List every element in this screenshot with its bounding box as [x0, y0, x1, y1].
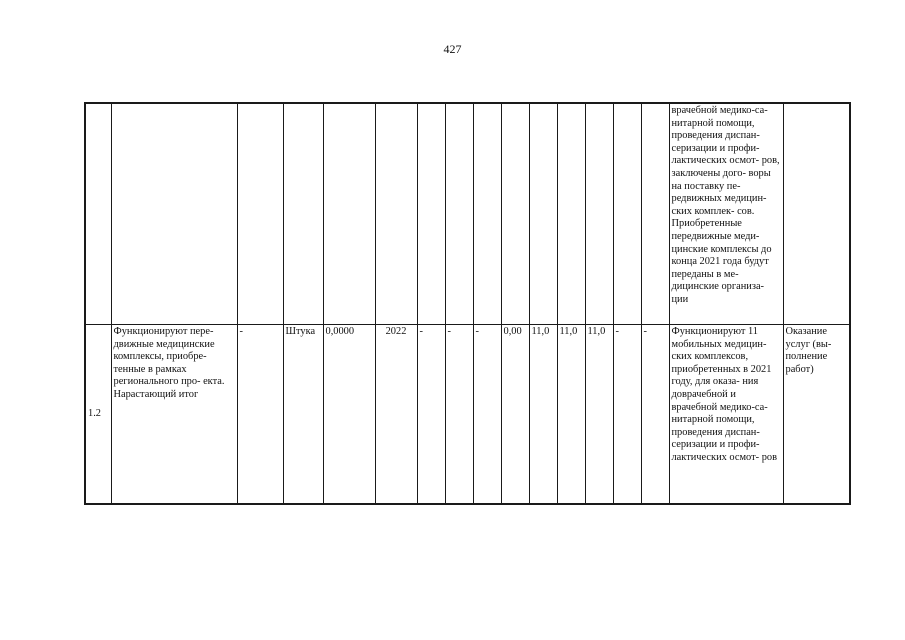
row-unit-cell: Штука — [283, 325, 323, 505]
row-value-cell — [501, 103, 529, 325]
row-value-cell — [445, 103, 473, 325]
row-value-cell: 11,0 — [585, 325, 613, 505]
row-value-cell: - — [417, 325, 445, 505]
row-number-cell — [85, 103, 111, 325]
row-type-cell: Оказание услуг (вы- полнение работ) — [783, 325, 850, 505]
row-value-cell: 0,00 — [501, 325, 529, 505]
row-value-cell: - — [613, 325, 641, 505]
row-unit-cell — [283, 103, 323, 325]
row-value-cell — [641, 103, 669, 325]
row-value-cell: - — [445, 325, 473, 505]
document-table — [84, 102, 851, 505]
row-name-cell — [111, 103, 237, 325]
row-cell — [237, 103, 283, 325]
row-value-cell — [613, 103, 641, 325]
row-base-value-cell — [323, 103, 375, 325]
row-value-cell — [585, 103, 613, 325]
row-value-cell — [557, 103, 585, 325]
page-number: 427 — [443, 42, 462, 56]
row-value-cell: - — [641, 325, 669, 505]
table-row — [85, 103, 850, 325]
row-base-value-cell: 0,0000 — [323, 325, 375, 505]
row-type-cell — [783, 103, 850, 325]
table-row — [85, 325, 850, 505]
row-value-cell: 11,0 — [529, 325, 557, 505]
row-description-cell: врачебной медико-са- нитарной помощи, проведения диспан- серизации и профи- лактических осмот- ров, заключены дого- воры на поставку пе- редвижных медицин- ских комплек- сов. Приобретенные передвижные меди- цинские комплексы до конца 2021 года будут переданы в ме- дицинские организа- ции — [669, 103, 783, 325]
row-value-cell — [473, 103, 501, 325]
row-value-cell — [529, 103, 557, 325]
row-year-cell: 2022 — [375, 325, 417, 505]
row-cell: - — [237, 325, 283, 505]
row-year-cell — [375, 103, 417, 325]
row-description-cell: Функционируют 11 мобильных медицин- ских комплексов, приобретенных в 2021 году, для оказа- ния доврачебной и врачебной медико-са- нитарной помощи, проведения диспан- серизации и профи- лактических осмот- ров — [669, 325, 783, 505]
row-value-cell: 11,0 — [557, 325, 585, 505]
row-value-cell: - — [473, 325, 501, 505]
row-name-cell: Функционируют пере- движные медицинские комплексы, приобре- тенные в рамках регионального про- екта. Нарастающий итог — [111, 325, 237, 505]
row-value-cell — [417, 103, 445, 325]
row-number-cell: 1.2 — [85, 325, 111, 505]
